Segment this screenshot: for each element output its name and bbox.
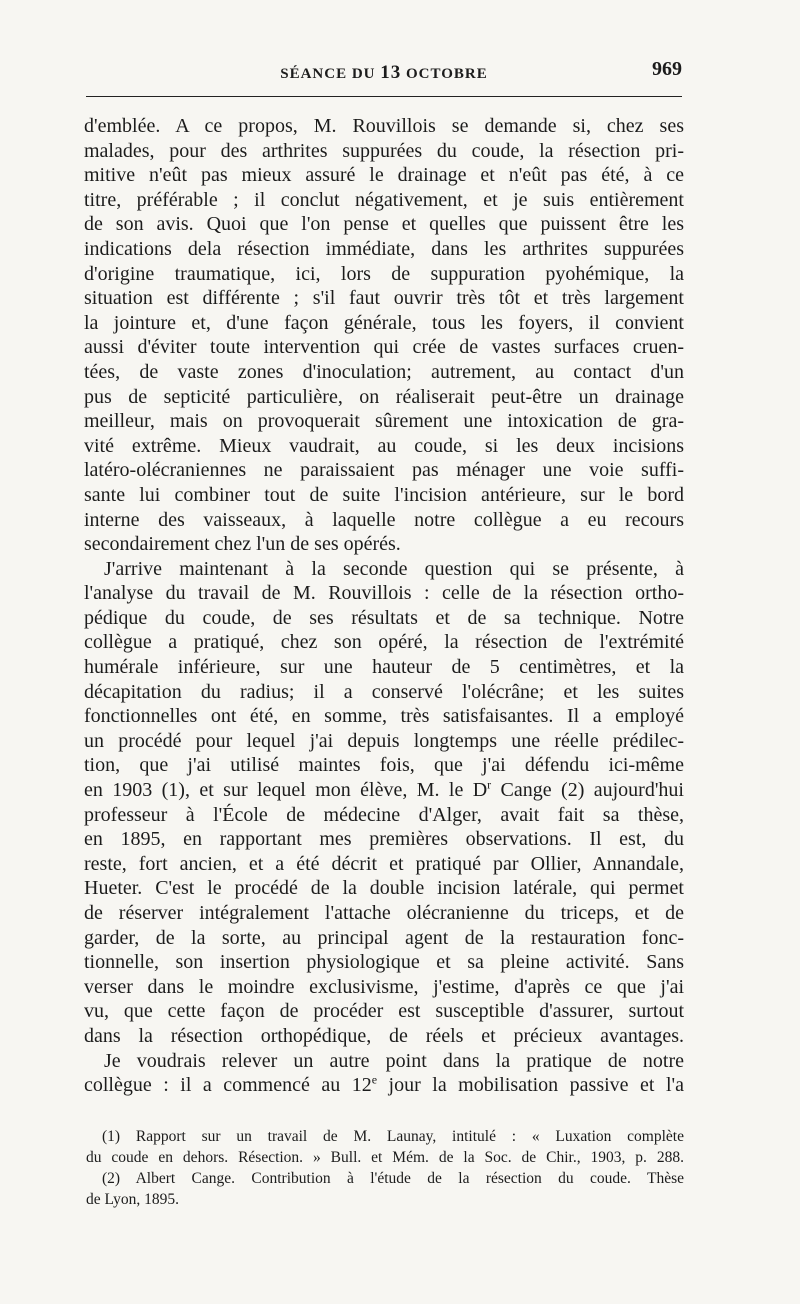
body-line: fonctionnelles ont été, en somme, très satisfaisantes. Il a employé bbox=[84, 705, 684, 728]
body-line: indications dela résection immédiate, dans les arthrites suppurées bbox=[84, 237, 684, 260]
body-line: tées, de vaste zones d'inoculation; autrement, au contact d'un bbox=[84, 360, 684, 383]
body-line: la jointure et, d'une façon générale, tous les foyers, il convient bbox=[84, 311, 684, 334]
body-line: de réserver intégralement l'attache olécranienne du triceps, et de bbox=[84, 902, 684, 924]
footnote-line: du coude en dehors. Résection. » Bull. et Mém. de la Soc. de Chir., 1903, p. 288. bbox=[86, 1149, 684, 1166]
running-header bbox=[86, 56, 682, 86]
body-line: l'analyse du travail de M. Rouvillois : celle de la résection ortho- bbox=[84, 582, 684, 605]
title-suffix: OCTOBRE bbox=[401, 66, 488, 82]
body-line: garder, de la sorte, au principal agent de la restauration fonc- bbox=[84, 926, 684, 949]
footnotes bbox=[86, 1126, 684, 1210]
body-line: professeur à l'École de médecine d'Alger, avait fait sa thèse, bbox=[84, 803, 684, 826]
body-line: latéro-olécraniennes ne paraissaient pas ménager une voie suffi- bbox=[84, 459, 684, 482]
body-text bbox=[84, 114, 684, 1098]
body-line: tionnelle, son insertion physiologique et sa pleine activité. Sans bbox=[84, 951, 684, 974]
body-line: meilleur, mais on provoquerait sûrement une intoxication de gra- bbox=[84, 410, 684, 433]
body-line: J'arrive maintenant à la seconde question qui se présente, à bbox=[104, 557, 684, 580]
header-rule bbox=[86, 96, 682, 97]
body-line: humérale inférieure, sur une hauteur de 5 centimètres, et la bbox=[84, 656, 684, 679]
body-line: collègue a pratiqué, chez son opéré, la résection de l'extrémité bbox=[84, 631, 684, 654]
body-line: dans la résection orthopédique, de réels et précieux avantages. bbox=[84, 1024, 684, 1047]
running-title bbox=[86, 62, 682, 84]
body-line: reste, fort ancien, et a été décrit et pratiqué par Ollier, Annandale, bbox=[84, 852, 684, 875]
body-line: d'emblée. A ce propos, M. Rouvillois se demande si, chez ses bbox=[84, 115, 684, 137]
body-line: Hueter. C'est le procédé de la double incision latérale, qui permet bbox=[84, 877, 684, 900]
title-day: 13 bbox=[380, 62, 402, 83]
body-line: aussi d'éviter toute intervention qui crée de vastes surfaces cruen- bbox=[84, 336, 684, 359]
title-prefix: SÉANCE DU bbox=[280, 66, 381, 82]
body-line: verser dans le moindre exclusivisme, j'estime, d'après ce que j'ai bbox=[84, 975, 684, 998]
body-line: mitive n'eût pas mieux assuré le drainage et n'eût pas été, à ce bbox=[84, 164, 684, 187]
body-line: en 1895, en rapportant mes premières observations. Il est, du bbox=[84, 828, 684, 851]
body-line: en 1903 (1), et sur lequel mon élève, M. le $D^r$ Cange (2) aujourd'hui bbox=[84, 777, 684, 802]
body-line: titre, préférable ; il conclut négativement, et je suis entièrement bbox=[84, 188, 684, 211]
body-line: malades, pour des arthrites suppurées du coude, la résection pri- bbox=[84, 139, 684, 162]
body-line: de son avis. Quoi que l'on pense et quelles que puissent être les bbox=[84, 213, 684, 236]
body-line: interne des vaisseaux, à laquelle notre collègue a eu recours bbox=[84, 508, 684, 531]
footnote-line: de Lyon, 1895. bbox=[86, 1191, 179, 1208]
body-line: collègue : il a commencé au 12e jour la mobilisation passive et l'a bbox=[84, 1072, 684, 1097]
body-line: un procédé pour lequel j'ai depuis longtemps une réelle prédilec- bbox=[84, 729, 684, 752]
body-line: situation est différente ; s'il faut ouvrir très tôt et très largement bbox=[84, 287, 684, 310]
body-line: sante lui combiner tout de suite l'incision antérieure, sur le bord bbox=[84, 483, 684, 506]
body-line: tion, que j'ai utilisé maintes fois, que j'ai défendu ici-même bbox=[84, 754, 684, 777]
body-line: pus de septicité particulière, on réaliserait peut-être un drainage bbox=[84, 385, 684, 408]
body-line: Je voudrais relever un autre point dans la pratique de notre bbox=[104, 1049, 684, 1072]
footnote-line: (1) Rapport sur un travail de M. Launay, intitulé : « Luxation complète bbox=[102, 1128, 684, 1145]
body-line: vité extrême. Mieux vaudrait, au coude, si les deux incisions bbox=[84, 434, 684, 457]
body-line: décapitation du radius; il a conservé l'olécrâne; et les suites bbox=[84, 680, 684, 703]
footnote-line: (2) Albert Cange. Contribution à l'étude de la résection du coude. Thèse bbox=[102, 1170, 684, 1187]
page-number: 969 bbox=[652, 58, 682, 80]
body-line: pédique du coude, de ses résultats et de sa technique. Notre bbox=[84, 606, 684, 629]
body-line: vu, que cette façon de procéder est susceptible d'assurer, surtout bbox=[84, 1000, 684, 1023]
body-line: d'origine traumatique, ici, lors de suppuration pyohémique, la bbox=[84, 262, 684, 285]
body-line: secondairement chez l'un de ses opérés. bbox=[84, 533, 401, 556]
